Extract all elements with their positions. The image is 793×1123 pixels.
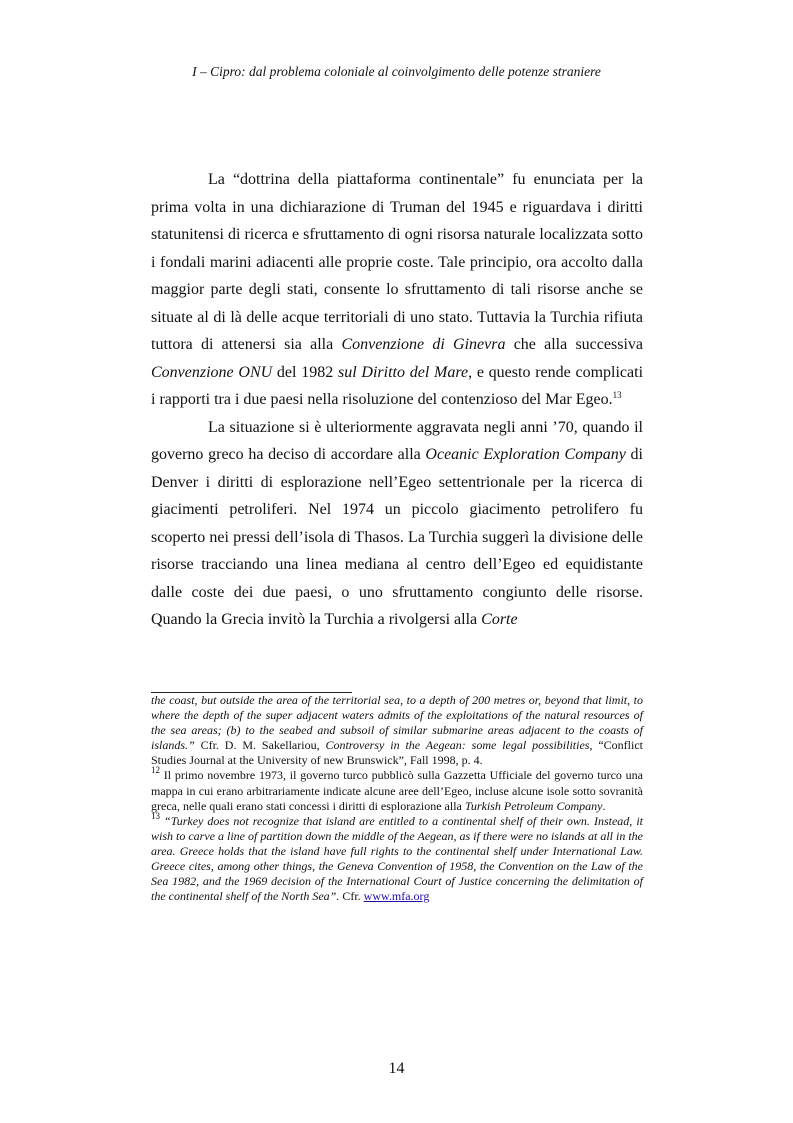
paragraph-2: La situazione si è ulteriormente aggravata negli anni ’70, quando il governo greco ha deciso di accordare alla Oceanic Exploration Company di Denver i diritti di esplorazione nell’Egeo settentrionale per la ricerca di giacimenti petroliferi. Nel 1974 un piccolo giacimento petrolifero fu scoperto nei pressi dell’isola di Thasos. La Turchia suggerì la divisione delle risorse tracciando una linea mediana al centro dell’Egeo ed equidistante dalle coste dei due paesi, o uno sfruttamento congiunto delle risorse. Quando la Grecia invitò la Turchia a rivolgersi alla Corte	[151, 418, 643, 628]
paragraph-1: La “dottrina della piattaforma continentale” fu enunciata per la prima volta in una dichiarazione di Truman del 1945 e riguardava i diritti statunitensi di ricerca e sfruttamento di ogni risorsa naturale localizzata sotto i fondali marini adiacenti alle proprie coste. Tale principio, ora accolto dalla maggior parte degli stati, consente lo sfruttamento di tali risorse anche se situate al di là delle acque territoriali di uno stato. Tuttavia la Turchia rifiuta tuttora di attenersi sia alla Convenzione di Ginevra che alla successiva Convenzione ONU del 1982 sul Diritto del Mare, e questo rende complicati i rapporti tra i due paesi nella risoluzione del contenzioso del Mar Egeo.$^{13}$	[151, 171, 644, 408]
mfa-link[interactable]: www.mfa.org	[363, 889, 430, 904]
page-number: 14	[388, 1060, 405, 1077]
running-header: I – Cipro: dal problema coloniale al coinvolgimento delle potenze straniere	[192, 64, 601, 79]
footnote-ref-13[interactable]: 13	[612, 390, 622, 400]
footnote-13: $^{13}$ “Turkey does not recognize that island are entitled to a continental shelf of their own. Instead, it wish to carve a line of partition down the middle of the Aegean, as if there were no islands at all in the area. Greece holds that the island have full rights to the continental shelf under International Law. Greece cites, among other things, the Geneva Convention of 1958, the Convention on the Law of the Sea 1982, and the 1969 decision of the International Court of Justice concerning the delimitation of the continental shelf of the North Sea”. Cfr. www.mfa.org	[151, 810, 643, 904]
footnote-continuation: the coast, but outside the area of the territorial sea, to a depth of 200 metres or, beyond that limit, to where the depth of the super adjacent waters admits of the exploitations of the natural resources of the sea areas; (b) to the seabed and subsoil of similar submarine areas adjacent to the coasts of islands.” Cfr. D. M. Sakellariou, Controversy in the Aegean: some legal possibilities, “Conflict Studies Journal at the University of new Brunswick”, Fall 1998, p. 4.	[151, 693, 643, 768]
footnotes	[151, 692, 643, 904]
body-text	[151, 166, 643, 634]
footnote-12: $^{12}$ Il primo novembre 1973, il governo turco pubblicò sulla Gazzetta Ufficiale del governo turco una mappa in cui erano arbitrariamente indicate alcune aree dell’Egeo, incluse alcune isole sotto sovranità greca, nelle quali erano stati concessi i diritti di esplorazione alla Turkish Petroleum Company.	[151, 765, 643, 813]
